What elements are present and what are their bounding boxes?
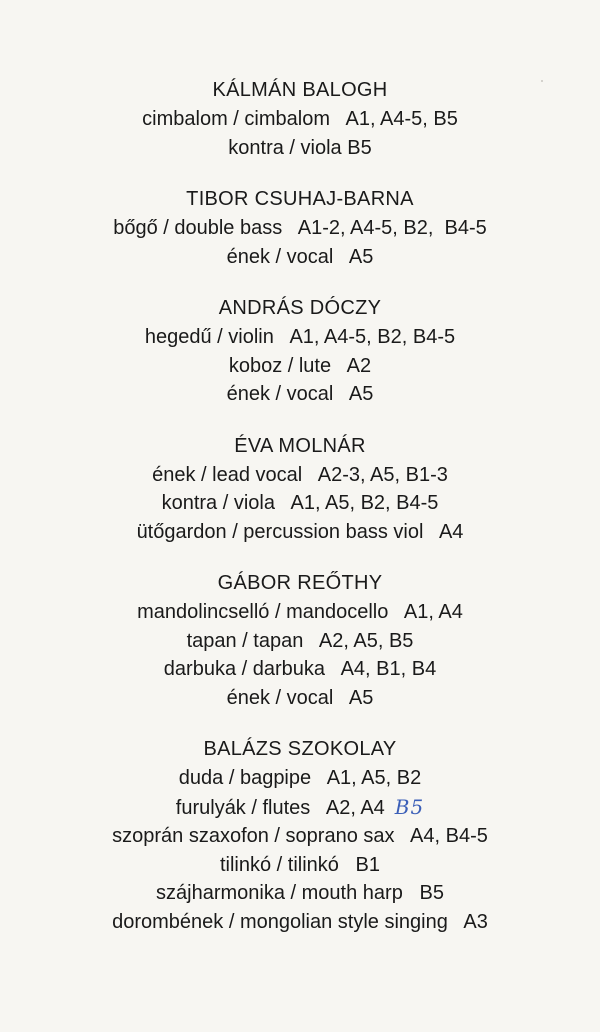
musician-kalman-balogh xyxy=(0,76,600,162)
instrument-line-text: furulyák / flutes A2, A4 xyxy=(175,796,385,819)
instrument-line: darbuka / darbuka A4, B1, B4 xyxy=(163,658,437,680)
instrument-line: mandolincselló / mandocello A1, A4 xyxy=(137,601,463,623)
instrument-line: tapan / tapan A2, A5, B5 xyxy=(186,629,414,652)
instrument-line: kontra / viola A1, A5, B2, B4-5 xyxy=(161,492,439,514)
instrument-line: tilinkó / tilinkó B1 xyxy=(219,853,381,876)
instrument-line: szájharmonika / mouth harp B5 xyxy=(156,882,444,904)
instrument-line: koboz / lute A2 xyxy=(228,354,372,377)
musician-name: TIBOR CSUHAJ-BARNA xyxy=(186,188,414,210)
musician-credits xyxy=(0,76,600,959)
musician-balazs-szokolay xyxy=(0,735,600,936)
instrument-line: bőgő / double bass A1-2, A4-5, B2, B4-5 xyxy=(113,217,487,239)
instrument-line: hegedű / violin A1, A4-5, B2, B4-5 xyxy=(144,326,456,348)
musician-tibor-csuhaj-barna xyxy=(0,185,600,271)
instrument-line: ütőgardon / percussion bass viol A4 xyxy=(136,520,464,543)
instrument-line: ének / vocal A5 xyxy=(226,245,374,268)
instrument-line: duda / bagpipe A1, A5, B2 xyxy=(178,767,422,789)
instrument-line: ének / vocal A5 xyxy=(226,383,374,405)
instrument-line: ének / lead vocal A2-3, A5, B1-3 xyxy=(152,463,448,486)
instrument-line-with-note xyxy=(0,793,600,823)
instrument-line: szoprán szaxofon / soprano sax A4, B4-5 xyxy=(112,825,488,847)
instrument-line: kontra / viola B5 xyxy=(228,136,372,159)
musician-name: KÁLMÁN BALOGH xyxy=(212,79,388,101)
instrument-line: dorombének / mongolian style singing A3 xyxy=(112,910,488,933)
instrument-line: cimbalom / cimbalom A1, A4-5, B5 xyxy=(142,108,458,130)
musician-name: ANDRÁS DÓCZY xyxy=(218,297,382,319)
musician-andras-doczy xyxy=(0,294,600,409)
musician-name: BALÁZS SZOKOLAY xyxy=(203,738,397,760)
musician-name: GÁBOR REŐTHY xyxy=(217,572,383,594)
instrument-line: ének / vocal A5 xyxy=(226,686,374,709)
musician-name: ÉVA MOLNÁR xyxy=(234,434,366,457)
musician-gabor-reothy xyxy=(0,569,600,712)
handwritten-annotation: B5 xyxy=(394,794,425,819)
musician-eva-molnar xyxy=(0,432,600,547)
